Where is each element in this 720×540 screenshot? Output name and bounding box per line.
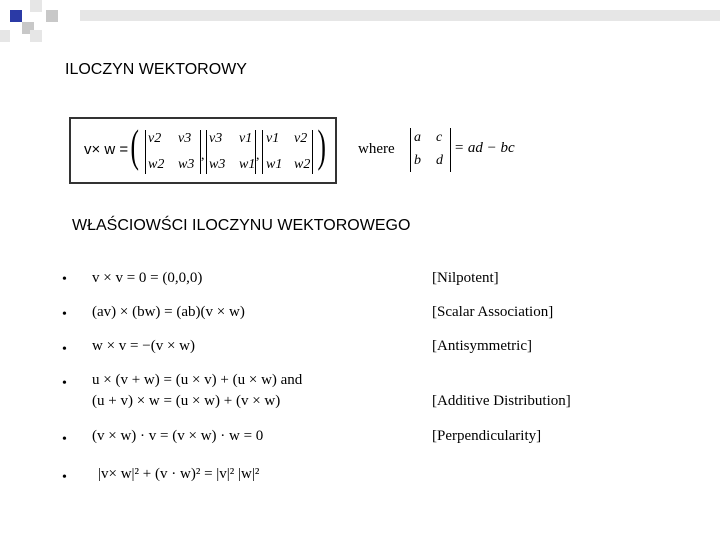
bullet: • (62, 470, 67, 485)
minor-1-b: v3 (178, 131, 192, 146)
minor-2-d: w1 (239, 157, 256, 172)
where-label: where (358, 141, 395, 157)
left-paren: ( (130, 120, 139, 171)
minor-3-a: v1 (266, 131, 280, 146)
minor-1-d: w3 (178, 157, 195, 172)
property-formula: u × (v + w) = (u × v) + (u × w) and (92, 372, 303, 388)
page-title: ILOCZYN WEKTOROWY (65, 61, 247, 78)
property-tag: [Antisymmetric] (432, 338, 532, 354)
det-bar (206, 130, 207, 174)
bullet: • (62, 272, 67, 287)
separator: , (201, 148, 205, 163)
det-bar (450, 128, 451, 172)
det-bar (410, 128, 411, 172)
section-title: WŁAŚCIOWŚCI ILOCZYNU WEKTOROWEGO (72, 217, 411, 234)
bullet: • (62, 342, 67, 357)
property-formula: (v × w) · v = (v × w) · w = 0 (92, 428, 264, 444)
minor-2-b: v1 (239, 131, 253, 146)
property-formula: |v× w|² + (v · w)² = |v|² |w|² (98, 466, 260, 482)
property-formula: (av) × (bw) = (ab)(v × w) (92, 304, 245, 320)
minor-2-a: v3 (209, 131, 223, 146)
header-decoration (0, 0, 720, 50)
minor-1-c: w2 (148, 157, 165, 172)
property-tag: [Additive Distribution] (432, 393, 571, 409)
det-bar (312, 130, 313, 174)
bullet: • (62, 432, 67, 447)
bullet: • (62, 376, 67, 391)
minor-3-d: w2 (294, 157, 311, 172)
property-formula-line2: (u + v) × w = (u × w) + (v × w) (92, 393, 281, 409)
det-cell-c: c (436, 130, 443, 145)
property-formula: w × v = −(v × w) (92, 338, 195, 354)
property-tag: [Perpendicularity] (432, 428, 542, 444)
property-formula: v × v = 0 = (0,0,0) (92, 270, 203, 286)
det-result: = ad − bc (454, 140, 515, 156)
right-paren: ) (317, 120, 326, 171)
bullet: • (62, 307, 67, 322)
minor-3-b: v2 (294, 131, 308, 146)
det-cell-d: d (436, 153, 443, 168)
property-tag: [Scalar Association] (432, 304, 554, 320)
det-bar (262, 130, 263, 174)
det-bar (145, 130, 146, 174)
cross-product-lhs: v× w = (84, 141, 129, 158)
det-cell-a: a (414, 130, 421, 145)
minor-1-a: v2 (148, 131, 162, 146)
minor-3-c: w1 (266, 157, 283, 172)
separator: , (256, 148, 260, 163)
minor-2-c: w3 (209, 157, 226, 172)
det-cell-b: b (414, 153, 421, 168)
property-tag: [Nilpotent] (432, 270, 499, 286)
